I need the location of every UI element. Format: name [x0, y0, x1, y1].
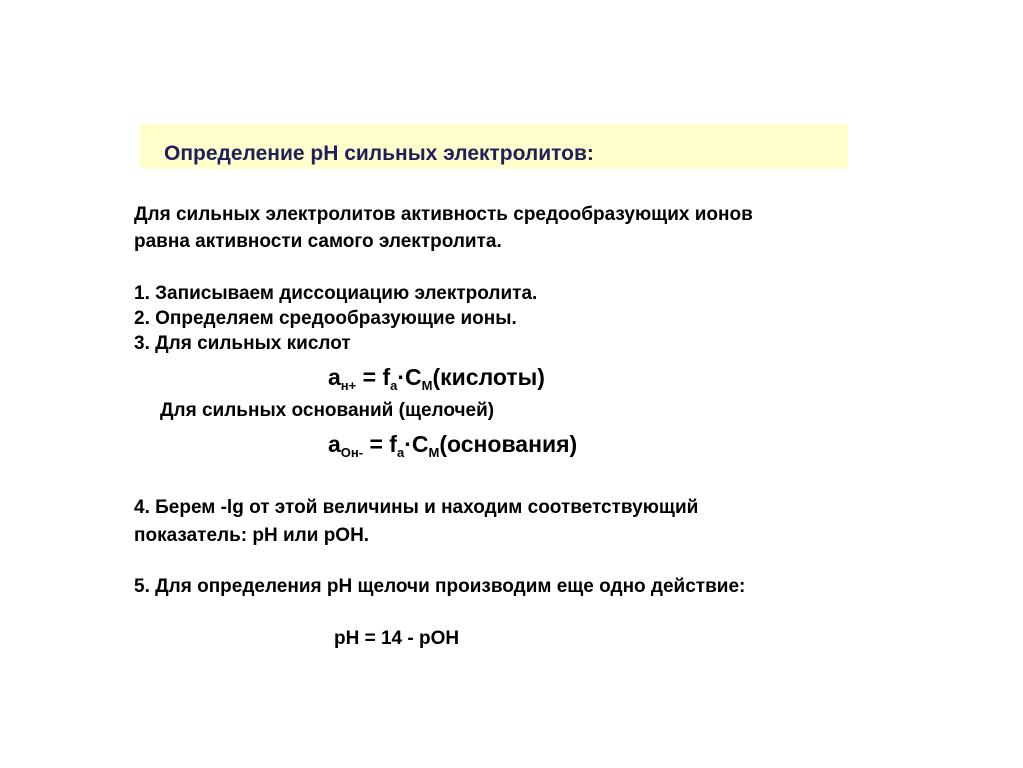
formula-base-dot: ·С	[404, 431, 429, 457]
formula-base-a: а	[328, 431, 341, 457]
formula-acid-tail: (кислоты)	[432, 364, 545, 390]
formula-acid-eq: = f	[356, 364, 391, 390]
step-4-line-1: 4. Берем -lg от этой величины и находим соответствующий	[134, 497, 699, 518]
formula-base-a-sub: Он-	[340, 445, 364, 460]
title-band	[140, 124, 848, 169]
step-1: 1. Записываем диссоциацию электролита.	[134, 283, 538, 304]
formula-acid-dot: ·С	[397, 364, 422, 390]
formula-acid-f-sub: а	[390, 378, 398, 393]
formula-base-f-sub: а	[396, 445, 405, 460]
intro-line-2: равна активности самого электролита.	[134, 231, 502, 252]
intro-line-1: Для сильных электролитов активность средообразующих ионов	[134, 204, 753, 225]
formula-acid-a: а	[328, 364, 341, 390]
final-formula: рН = 14 - рОН	[334, 628, 460, 649]
step-3: 3. Для сильных кислот	[134, 333, 351, 354]
bases-line: Для сильных оснований (щелочей)	[160, 400, 495, 421]
step-4-line-2: показатель: рН или рОН.	[134, 525, 370, 546]
formula-base	[328, 433, 577, 459]
formula-acid-a-sub: н+	[340, 378, 357, 393]
step-5: 5. Для определения рН щелочи производим еще одно действие:	[134, 576, 746, 597]
formula-acid-c-sub: М	[421, 378, 433, 393]
step-2: 2. Определяем средообразующие ионы.	[134, 308, 517, 329]
formula-base-eq: = f	[363, 431, 397, 457]
formula-base-c-sub: М	[428, 445, 440, 460]
slide-title: Определение рН сильных электролитов:	[164, 142, 594, 165]
formula-acid	[328, 366, 545, 392]
formula-base-tail: (основания)	[439, 431, 578, 457]
